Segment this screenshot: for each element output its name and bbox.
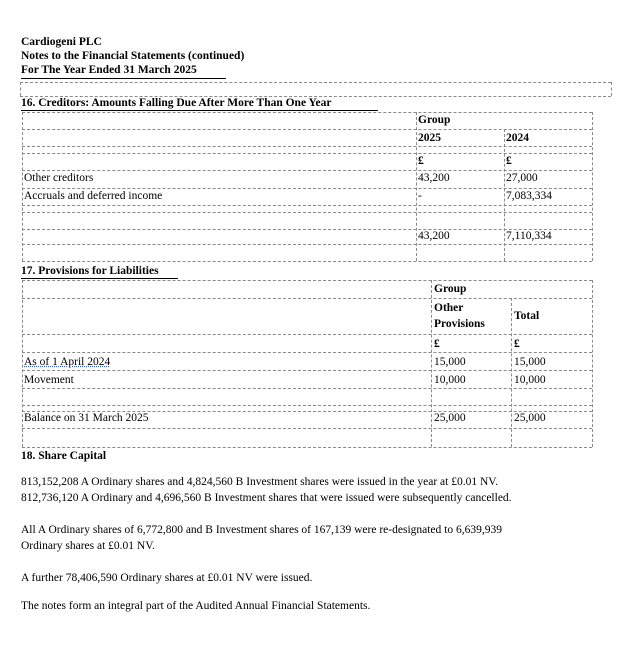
company-name: Cardiogeni PLC	[21, 36, 102, 48]
provisions-row-total: 10,000	[514, 374, 546, 386]
creditors-currency-2025: £	[418, 155, 424, 167]
provisions-title: 17. Provisions for Liabilities	[21, 265, 159, 277]
provisions-balance-label: Balance on 31 March 2025	[24, 412, 149, 424]
provisions-row-other: 15,000	[434, 356, 466, 368]
share-capital-paragraph-1	[21, 474, 621, 506]
creditors-col-2024: 2024	[506, 132, 529, 144]
period-underline	[21, 78, 226, 79]
provisions-title-underline	[21, 278, 178, 279]
provisions-col-total: Total	[514, 310, 540, 322]
provisions-row-label: As of 1 April 2024	[24, 356, 111, 368]
creditors-row-2024: 7,083,334	[506, 190, 552, 202]
creditors-currency-2024: £	[506, 155, 512, 167]
provisions-row-label: Movement	[24, 374, 74, 386]
share-capital-paragraph-2	[21, 522, 621, 554]
creditors-total-2025: 43,200	[418, 230, 450, 242]
share-capital-paragraph-3: A further 78,406,590 Ordinary shares at £0.01 NV were issued.	[21, 572, 313, 584]
creditors-row-2024: 27,000	[506, 172, 538, 184]
provisions-row-total: 15,000	[514, 356, 546, 368]
provisions-currency-total: £	[514, 338, 520, 350]
notes-footer: The notes form an integral part of the Audited Annual Financial Statements.	[21, 600, 371, 612]
blank-row-top	[20, 82, 611, 83]
period-title: For The Year Ended 31 March 2025	[21, 64, 197, 76]
creditors-title: 16. Creditors: Amounts Falling Due After More Than One Year	[21, 97, 332, 109]
creditors-row-2025: -	[418, 190, 422, 202]
share-capital-p1-line1: 813,152,208 A Ordinary shares and 4,824,560 B Investment shares were issued in the year at £0.01 NV.	[21, 476, 498, 488]
blank-row-left	[20, 82, 21, 96]
provisions-col-other: Other	[434, 302, 464, 314]
provisions-currency-other: £	[434, 338, 440, 350]
blank-row-right	[611, 82, 612, 96]
provisions-group-label: Group	[434, 283, 467, 295]
creditors-row-label: Accruals and deferred income	[24, 190, 163, 202]
share-capital-p1-line2: 812,736,120 A Ordinary and 4,696,560 B Investment shares that were issued were subsequently cancelled.	[21, 492, 512, 504]
creditors-total-2024: 7,110,334	[506, 230, 552, 242]
creditors-group-label: Group	[418, 114, 451, 126]
creditors-col-2025: 2025	[418, 132, 441, 144]
provisions-balance-other: 25,000	[434, 412, 466, 424]
creditors-row-label: Other creditors	[24, 172, 94, 184]
notes-subtitle: Notes to the Financial Statements (continued)	[21, 50, 245, 62]
creditors-row-2025: 43,200	[418, 172, 450, 184]
provisions-row-other: 10,000	[434, 374, 466, 386]
provisions-balance-total: 25,000	[514, 412, 546, 424]
share-capital-title: 18. Share Capital	[21, 450, 107, 462]
share-capital-p2-line2: Ordinary shares at £0.01 NV.	[21, 540, 155, 552]
provisions-col-provisions: Provisions	[434, 318, 485, 330]
creditors-title-underline	[21, 110, 378, 111]
share-capital-p2-line1: All A Ordinary shares of 6,772,800 and B Investment shares of 167,139 were re-designated to 6,639,939	[21, 524, 502, 536]
